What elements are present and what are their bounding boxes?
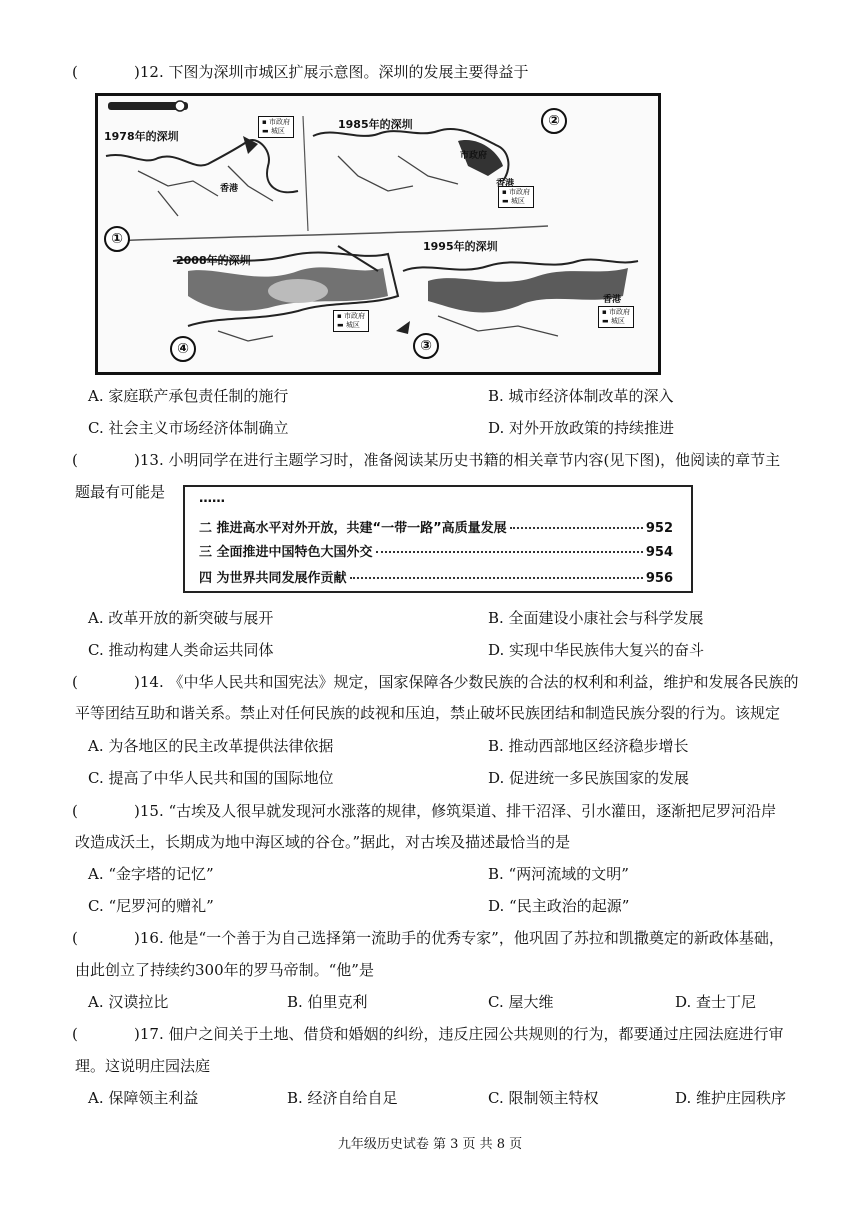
q17-option-d[interactable]: D. 维护庄园秩序 [675, 1089, 787, 1107]
toc-ellipsis: …… [199, 491, 225, 506]
panel-4-title: 2008年的深圳 [176, 254, 251, 267]
legend-panel-3: ▪ 市政府 ▬ 城区 [598, 306, 634, 328]
q12-option-d[interactable]: D. 对外开放政策的持续推进 [488, 419, 675, 437]
toc-row-4: 四 为世界共同发展作贡献 956 [199, 571, 673, 586]
q17-option-a[interactable]: A. 保障领主利益 [88, 1089, 199, 1107]
question-17-stem-line1: ( )17. 佃户之间关于土地、借贷和婚姻的纠纷，违反庄园公共规则的行为，都要通过庄园法庭进行审 [72, 1025, 784, 1043]
question-15-stem-line2: 改造成沃土，长期成为地中海区域的谷仓。”据此，对古埃及描述最恰当的是 [75, 833, 571, 851]
answer-blank[interactable]: ( [72, 1025, 78, 1043]
q16-option-d[interactable]: D. 查士丁尼 [675, 993, 757, 1011]
toc-leader [376, 551, 643, 553]
gov-label-2: 市政府 [460, 151, 488, 161]
legend-panel-4: ▪ 市政府 ▬ 城区 [333, 310, 369, 332]
legend-panel-1: ▪ 市政府 ▬ 城区 [258, 116, 294, 138]
toc-leader [350, 577, 643, 579]
q17-option-c[interactable]: C. 限制领主特权 [488, 1089, 599, 1107]
map-drawing [98, 96, 658, 372]
hk-label-3: 香港 [603, 295, 622, 305]
question-14-stem-line1: ( )14. 《中华人民共和国宪法》规定，国家保障各少数民族的合法的权利和利益，维护和发展各民族的 [72, 673, 799, 691]
panel-2-badge: ② [541, 108, 567, 134]
q14-option-b[interactable]: B. 推动西部地区经济稳步增长 [488, 737, 689, 755]
book-toc-excerpt [183, 485, 693, 593]
page-footer: 九年级历史试卷 第 3 页 共 8 页 [337, 1137, 523, 1152]
question-13-stem-line1: ( )13. 小明同学在进行主题学习时，准备阅读某历史书籍的相关章节内容(见下图)，他阅读的章节主 [72, 451, 781, 469]
q15-option-a[interactable]: A. “金字塔的记忆” [88, 865, 214, 883]
q15-option-c[interactable]: C. “尼罗河的赠礼” [88, 897, 214, 915]
question-15-stem-line1: ( )15. “古埃及人很早就发现河水涨落的规律，修筑渠道、排干沼泽、引水灌田，逐渐把尼罗河沿岸 [72, 802, 777, 820]
q14-option-d[interactable]: D. 促进统一多民族国家的发展 [488, 769, 690, 787]
legend-panel-2: ▪ 市政府 ▬ 城区 [498, 186, 534, 208]
q12-option-b[interactable]: B. 城市经济体制改革的深入 [488, 387, 674, 405]
question-16-stem-line1: ( )16. 他是“一个善于为自己选择第一流助手的优秀专家”，他巩固了苏拉和凯撒奠定的新政体基础， [72, 929, 784, 947]
answer-blank[interactable]: ( [72, 63, 78, 81]
q16-option-c[interactable]: C. 屋大维 [488, 993, 554, 1011]
question-13-stem-line2: 题最有可能是 [75, 483, 166, 501]
answer-blank[interactable]: ( [72, 451, 78, 469]
question-16-stem-line2: 由此创立了持续约300年的罗马帝制。“他”是 [75, 961, 374, 979]
toc-row-2: 二 推进高水平对外开放，共建“一带一路”高质量发展 952 [199, 521, 673, 536]
q14-option-c[interactable]: C. 提高了中华人民共和国的国际地位 [88, 769, 334, 787]
hk-label-2: 香港 [496, 179, 515, 189]
question-12-stem: ( )12. 下图为深圳市城区扩展示意图。深圳的发展主要得益于 [72, 63, 529, 81]
question-17-stem-line2: 理。这说明庄园法庭 [75, 1057, 211, 1075]
shenzhen-expansion-map [95, 93, 661, 375]
hk-label-1: 香港 [220, 184, 239, 194]
panel-3-badge: ③ [413, 333, 439, 359]
question-14-stem-line2: 平等团结互助和谐关系。禁止对任何民族的歧视和压迫，禁止破坏民族团结和制造民族分裂的行为。该规定 [75, 704, 781, 722]
q16-option-a[interactable]: A. 汉谟拉比 [88, 993, 169, 1011]
answer-blank[interactable]: ( [72, 802, 78, 820]
q17-option-b[interactable]: B. 经济自给自足 [287, 1089, 398, 1107]
toc-leader [510, 527, 643, 529]
q12-option-a[interactable]: A. 家庭联产承包责任制的施行 [88, 387, 289, 405]
q13-option-b[interactable]: B. 全面建设小康社会与科学发展 [488, 609, 704, 627]
q16-option-b[interactable]: B. 伯里克利 [287, 993, 368, 1011]
panel-3-title: 1995年的深圳 [423, 240, 498, 253]
answer-blank[interactable]: ( [72, 673, 78, 691]
panel-1-title: 1978年的深圳 [104, 130, 179, 143]
toc-row-3: 三 全面推进中国特色大国外交 954 [199, 545, 673, 560]
q12-option-c[interactable]: C. 社会主义市场经济体制确立 [88, 419, 289, 437]
panel-4-badge: ④ [170, 336, 196, 362]
q13-option-d[interactable]: D. 实现中华民族伟大复兴的奋斗 [488, 641, 705, 659]
q15-option-b[interactable]: B. “两河流域的文明” [488, 865, 629, 883]
q13-option-c[interactable]: C. 推动构建人类命运共同体 [88, 641, 274, 659]
q14-option-a[interactable]: A. 为各地区的民主改革提供法律依据 [88, 737, 334, 755]
q13-option-a[interactable]: A. 改革开放的新突破与展开 [88, 609, 274, 627]
answer-blank[interactable]: ( [72, 929, 78, 947]
panel-1-badge: ① [104, 226, 130, 252]
panel-2-title: 1985年的深圳 [338, 118, 413, 131]
q15-option-d[interactable]: D. “民主政治的起源” [488, 897, 630, 915]
